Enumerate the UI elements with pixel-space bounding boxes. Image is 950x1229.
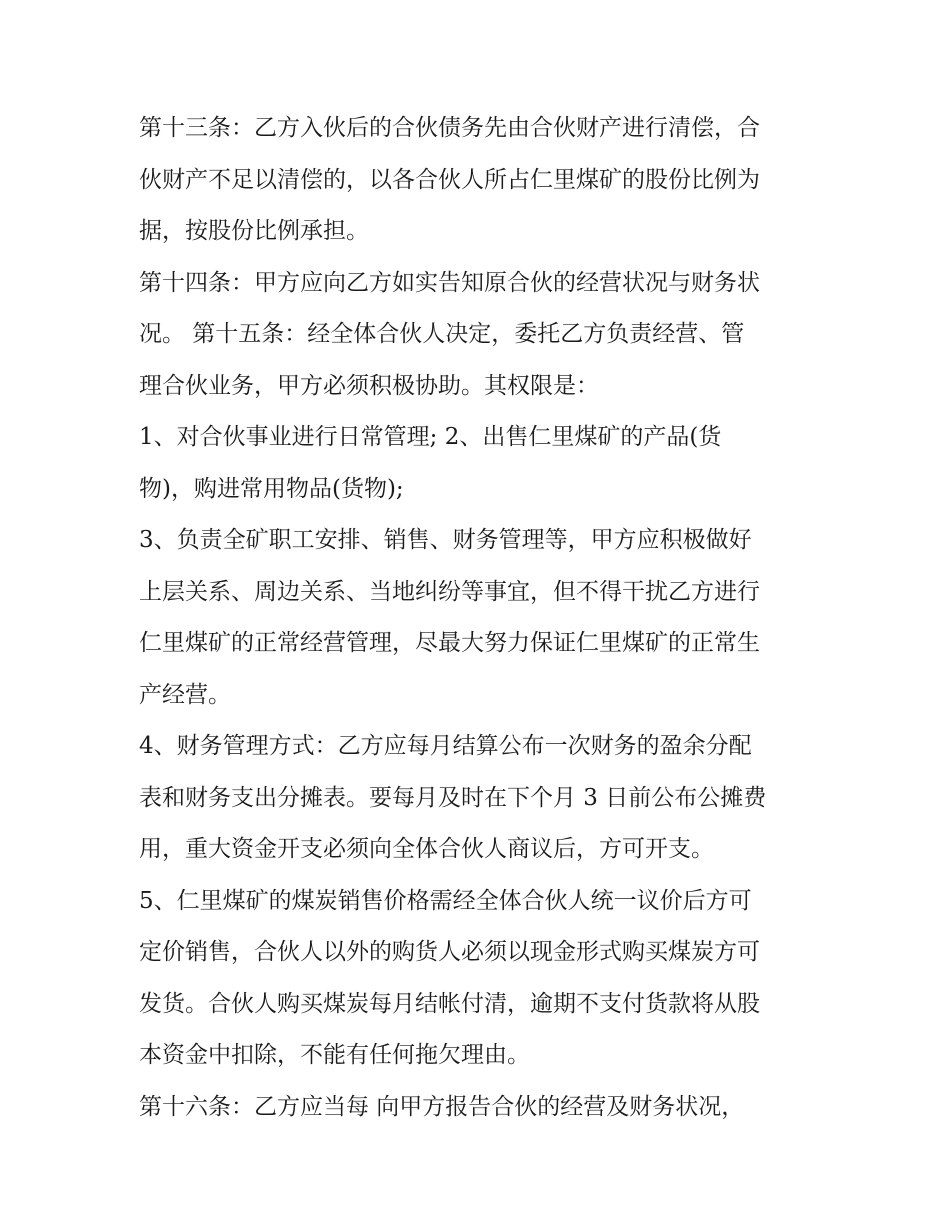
text-line: 第十六条：乙方应当每 向甲方报告合伙的经营及财务状况， bbox=[139, 1093, 745, 1120]
text-line: 上层关系、周边关系、当地纠纷等事宜，但不得干扰乙方进行 bbox=[139, 578, 760, 605]
text-line: 本资金中扣除，不能有任何拖欠理由。 bbox=[139, 1042, 530, 1068]
text-line: 第十四条：甲方应向乙方如实告知原合伙的经营状况与财务状 bbox=[139, 269, 760, 296]
text-line: 表和财务支出分摊表。要每月及时在下个月 3 日前公布公摊费 bbox=[139, 784, 767, 811]
text-line: 发货。合伙人购买煤炭每月结帐付清，逾期不支付货款将从股 bbox=[139, 990, 760, 1017]
text-line: 伙财产不足以清偿的，以各合伙人所占仁里煤矿的股份比例为 bbox=[139, 166, 760, 193]
text-line: 4、财务管理方式：乙方应每月结算公布一次财务的盈余分配 bbox=[139, 733, 752, 759]
text-line: 况。 第十五条：经全体合伙人决定，委托乙方负责经营、管 bbox=[139, 321, 745, 347]
text-line: 理合伙业务，甲方必须积极协助。其权限是： bbox=[139, 372, 599, 399]
text-line: 用，重大资金开支必须向全体合伙人商议后，方可开支。 bbox=[139, 836, 714, 862]
text-line: 1、对合伙事业进行日常管理; 2、出售仁里煤矿的产品(货 bbox=[139, 424, 722, 450]
text-line: 仁里煤矿的正常经营管理，尽最大努力保证仁里煤矿的正常生 bbox=[139, 630, 760, 656]
text-line: 第十三条：乙方入伙后的合伙债务先由合伙财产进行清偿，合 bbox=[139, 115, 760, 141]
text-line: 5、仁里煤矿的煤炭销售价格需经全体合伙人统一议价后方可 bbox=[139, 887, 752, 914]
document-body bbox=[139, 103, 821, 1133]
text-line: 产经营。 bbox=[139, 681, 231, 708]
text-line: 物)，购进常用物品(货物); bbox=[139, 475, 404, 502]
text-line: 3、负责全矿职工安排、销售、财务管理等，甲方应积极做好 bbox=[139, 527, 752, 553]
text-line: 据，按股份比例承担。 bbox=[139, 218, 369, 244]
text-line: 定价销售，合伙人以外的购货人必须以现金形式购买煤炭方可 bbox=[139, 939, 760, 965]
